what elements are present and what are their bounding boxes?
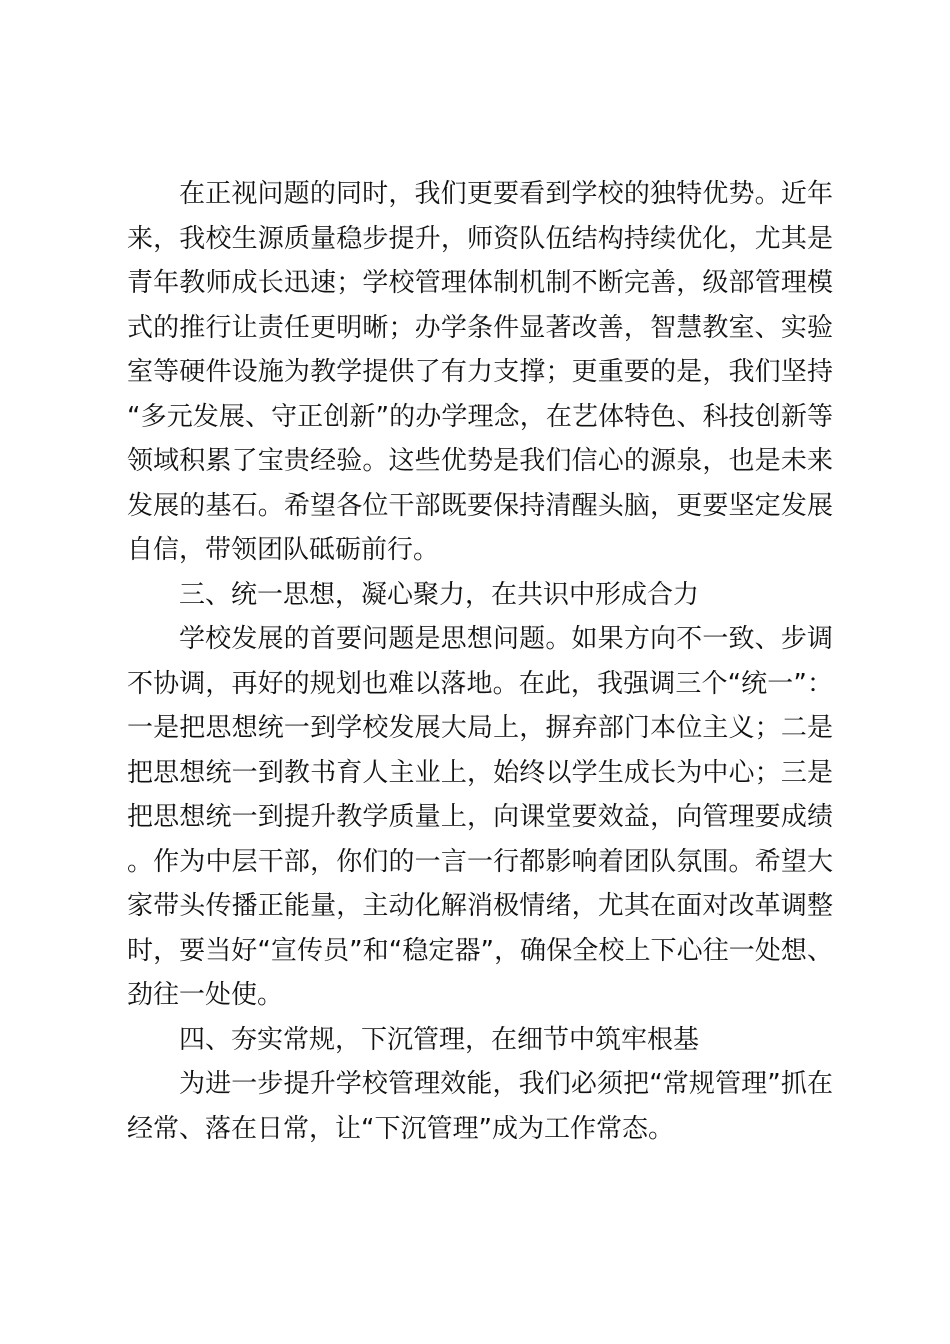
document-body xyxy=(127,172,833,1151)
paragraph-school-advantages: 在正视问题的同时，我们更要看到学校的独特优势。近年来，我校生源质量稳步提升，师资队伍结构持续优化，尤其是青年教师成长迅速；学校管理体制机制不断完善，级部管理模式的推行让责任更明晰；办学条件显著改善，智慧教室、实验室等硬件设施为教学提供了有力支撑；更重要的是，我们坚持“多元发展、守正创新”的办学理念，在艺体特色、科技创新等领域积累了宝贵经验。这些优势是我们信心的源泉，也是未来发展的基石。希望各位干部既要保持清醒头脑，更要坚定发展自信，带领团队砥砺前行。 xyxy=(127,179,833,565)
paragraph-unify-thinking: 学校发展的首要问题是思想问题。如果方向不一致、步调不协调，再好的规划也难以落地。在此，我强调三个“统一”：一是把思想统一到学校发展大局上，摒弃部门本位主义；二是把思想统一到教书育人主业上，始终以学生成长为中心；三是把思想统一到提升教学质量上，向课堂要效益，向管理要成绩。作为中层干部，你们的一言一行都影响着团队氛围。希望大家带头传播正能量，主动化解消极情绪，尤其在面对改革调整时，要当好“宣传员”和“稳定器”，确保全校上下心往一处想、劲往一处使。 xyxy=(127,624,833,1010)
section-heading-three: 三、统一思想，凝心聚力，在共识中形成合力 xyxy=(179,579,700,610)
section-heading-four: 四、夯实常规，下沉管理，在细节中筑牢根基 xyxy=(179,1024,700,1055)
paragraph-routine-management: 为进一步提升学校管理效能，我们必须把“常规管理”抓在经常、落在日常，让“下沉管理”成为工作常态。 xyxy=(127,1069,833,1144)
